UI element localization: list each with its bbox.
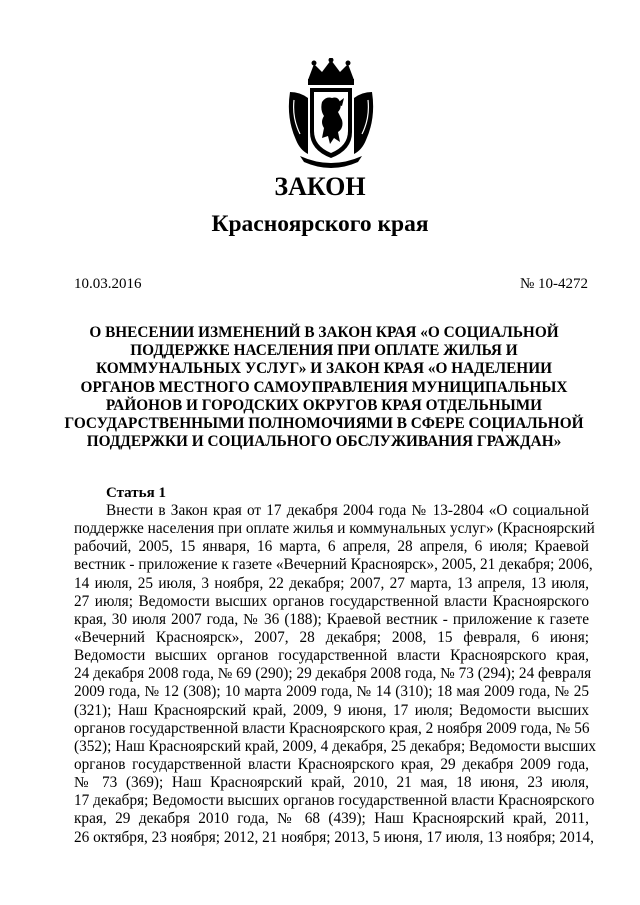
body-line: органов государственной власти Красноярского края, 2 ноября 2009 года, № 56 (74, 719, 590, 737)
heading-line: О ВНЕСЕНИИ ИЗМЕНЕНИЙ В ЗАКОН КРАЯ «О СОЦИАЛЬНОЙ (89, 324, 559, 341)
heading-line: ПОДДЕРЖКИ И СОЦИАЛЬНОГО ОБСЛУЖИВАНИЯ ГРАЖДАН» (86, 433, 562, 451)
body-line: Внести в Закон края от 17 декабря 2004 года № 13-2804 «О социальной (106, 502, 589, 519)
body-line: вестник - приложение к газете «Вечерний Красноярск», 2005, 21 декабря; 2006, (74, 556, 593, 574)
body-line: рабочий, 2005, 15 января, 16 марта, 6 апреля, 28 апреля, 6 июля; Краевой (74, 538, 589, 556)
body-line: 26 октября, 23 ноября; 2012, 21 ноября; 2013, 5 июня, 17 июля, 13 ноября; 2014, (74, 828, 594, 846)
body-line: края, 29 декабря 2010 года, № 68 (439); Наш Красноярский край, 2011, (74, 810, 589, 828)
heading-line: КОММУНАЛЬНЫХ УСЛУГ» И ЗАКОН КРАЯ «О НАДЕЛЕНИИ (95, 360, 552, 378)
document-title: ЗАКОН (274, 172, 366, 201)
body-line: № 73 (369); Наш Красноярский край, 2010, 21 мая, 18 июня, 23 июля, (74, 774, 589, 792)
body-line: 17 декабря; Ведомости высших органов государственной власти Красноярского (74, 792, 595, 810)
body-line: поддержке населения при оплате жилья и коммунальных услуг» (Красноярский (74, 520, 595, 538)
body-line: 2009 года, № 12 (308); 10 марта 2009 года, № 14 (310); 18 мая 2009 года, № 25 (74, 683, 589, 701)
heading-line: ГОСУДАРСТВЕННЫМИ ПОЛНОМОЧИЯМИ В СФЕРЕ СОЦИАЛЬНОЙ (64, 415, 584, 433)
coat-of-arms-icon (286, 58, 376, 170)
heading-line: ОРГАНОВ МЕСТНОГО САМОУПРАВЛЕНИЯ МУНИЦИПАЛЬНЫХ (80, 378, 568, 396)
document-subtitle: Красноярского края (211, 211, 429, 237)
body-line: (321); Наш Красноярский край, 2009, 9 июня, 17 июля; Ведомости высших (74, 701, 589, 719)
body-line: 24 декабря 2008 года, № 69 (290); 29 декабря 2008 года, № 73 (294); 24 февраля (74, 665, 592, 683)
heading-line: РАЙОНОВ И ГОРОДСКИХ ОКРУГОВ КРАЯ ОТДЕЛЬНЫМИ (105, 396, 543, 414)
body-line: Ведомости высших органов государственной власти Красноярского края, (74, 647, 589, 665)
body-line: «Вечерний Красноярск», 2007, 28 декабря; 2008, 15 февраля, 6 июня; (74, 628, 589, 646)
body-line: 14 июля, 25 июля, 3 ноября, 22 декабря; 2007, 27 марта, 13 апреля, 13 июля, (74, 574, 589, 592)
document-number: № 10-4272 (519, 276, 588, 292)
law-heading (64, 324, 584, 451)
article-label: Статья 1 (106, 485, 166, 501)
body-line: края, 30 июля 2007 года, № 36 (188); Краевой вестник - приложение к газете (74, 610, 589, 628)
body-line: 27 июля; Ведомости высших органов государственной власти Красноярского (74, 592, 589, 610)
heading-line: ПОДДЕРЖКЕ НАСЕЛЕНИЯ ПРИ ОПЛАТЕ ЖИЛЬЯ И (130, 342, 518, 360)
body-line: (352); Наш Красноярский край, 2009, 4 декабря, 25 декабря; Ведомости высших (74, 737, 597, 755)
article-body (74, 502, 597, 847)
body-line: органов государственной власти Красноярского края, 29 декабря 2009 года, (74, 755, 589, 773)
document-date: 10.03.2016 (74, 276, 142, 292)
